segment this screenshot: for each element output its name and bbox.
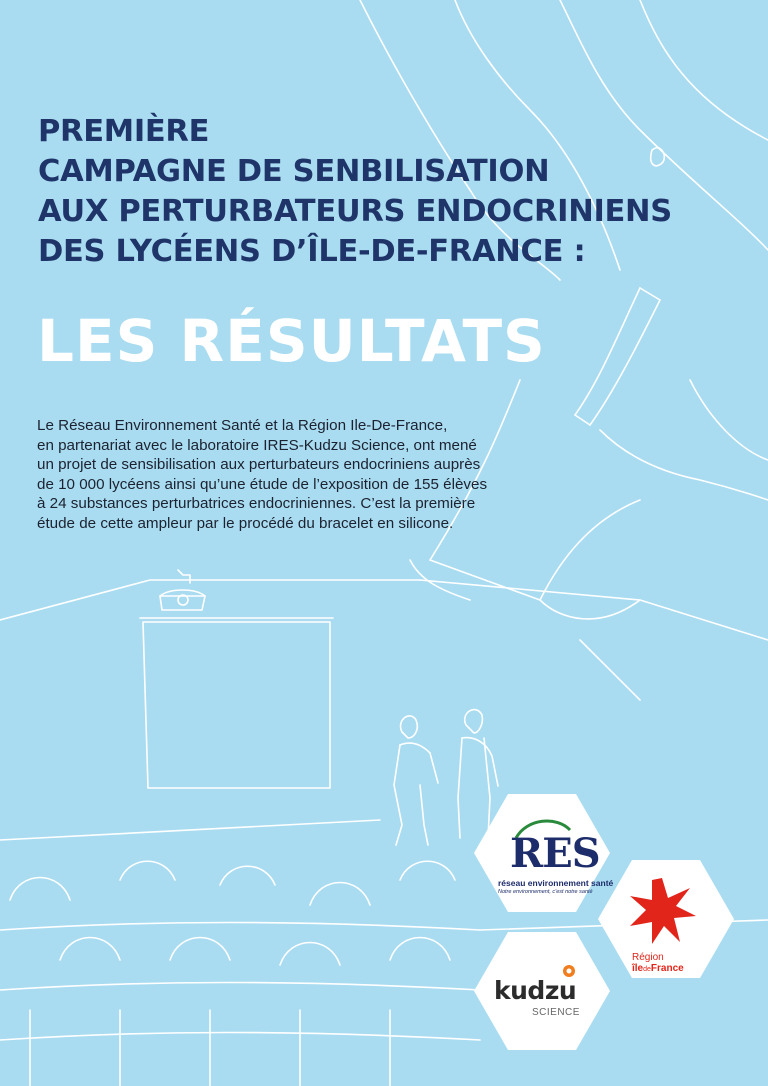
- region-de: de: [643, 966, 651, 973]
- title-line: DES LYCÉENS D’ÎLE-DE-FRANCE :: [38, 234, 586, 269]
- intro-line: étude de cette ampleur par le procédé du bracelet en silicone.: [37, 514, 454, 532]
- campaign-title: [38, 112, 748, 272]
- res-tagline: Notre environnement, c'est notre santé: [498, 889, 593, 895]
- region-ile: île: [632, 963, 644, 974]
- intro-line: un projet de sensibilisation aux perturbateurs endocriniens auprès: [37, 456, 481, 473]
- region-france: France: [650, 963, 684, 974]
- region-idf-logo: [598, 860, 734, 978]
- region-line1: Région: [632, 952, 664, 963]
- title-line: CAMPAGNE DE SENBILISATION: [38, 154, 550, 189]
- kudzu-sub: SCIENCE: [532, 1007, 580, 1018]
- results-heading: LES RÉSULTATS: [37, 307, 546, 375]
- res-logo: [474, 794, 614, 912]
- intro-paragraph: [37, 416, 507, 533]
- intro-line: à 24 substances perturbatrices endocriniennes. C’est la première: [37, 495, 476, 512]
- intro-line: en partenariat avec le laboratoire IRES-Kudzu Science, ont mené: [37, 436, 477, 454]
- red-star-icon: [626, 874, 698, 946]
- region-label: [632, 952, 684, 975]
- res-mark: RES: [510, 830, 600, 877]
- region-line2: [632, 963, 684, 975]
- title-line: PREMIÈRE: [38, 114, 210, 149]
- res-name: réseau environnement santé: [498, 878, 614, 888]
- kudzu-name: kudzu: [494, 976, 577, 1005]
- intro-line: Le Réseau Environnement Santé et la Région Ile-De-France,: [37, 417, 448, 434]
- kudzu-science-logo: [474, 932, 610, 1050]
- intro-line: de 10 000 lycéens ainsi qu’une étude de l’exposition de 155 élèves: [37, 475, 488, 493]
- title-line: AUX PERTURBATEURS ENDOCRINIENS: [38, 194, 672, 229]
